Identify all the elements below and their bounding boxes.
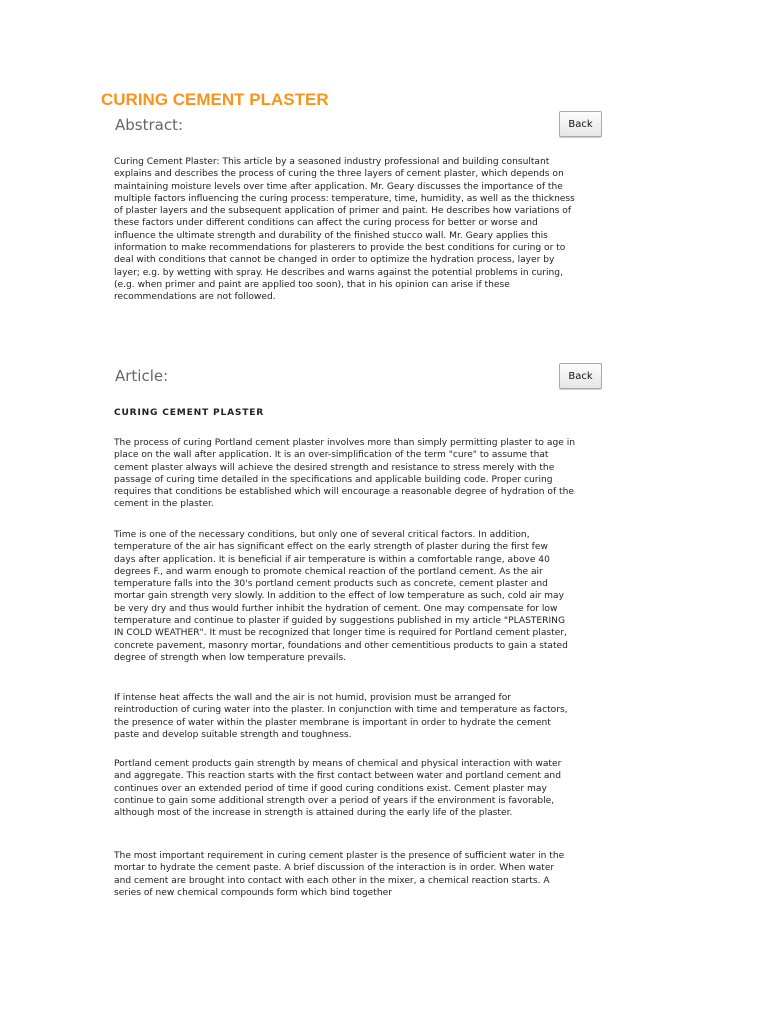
article-paragraph-2: Time is one of the necessary conditions, but only one of several critical factors. In addition, temperature of the air has significant effect on the early strength of plaster during the first few days after application. It is beneficial if air temperature is within a comfortable range, above 40 degrees F., and warm enough to promote chemical reaction of the portland cement. As the air temperature falls into the 30's portland cement products such as concrete, cement plaster and mortar gain strength very slowly. In addition to the effect of low temperature as such, cold air may be very dry and thus would further inhibit the hydration of cement. One may compensate for low temperature and continue to plaster if guided by suggestions published in my article "PLASTERING IN COLD WEATHER". It must be recognized that longer time is required for Portland cement plaster, concrete pavement, masonry mortar, foundations and other cementitious products to gain a stated degree of strength when low temperature prevails. [114,530,568,663]
abstract-back-button[interactable]: Back [559,111,602,137]
page-title: CURING CEMENT PLASTER [101,90,329,109]
article-back-button[interactable]: Back [559,363,602,389]
article-paragraph-3: If intense heat affects the wall and the air is not humid, provision must be arranged for reintroduction of curing water into the plaster. In conjunction with time and temperature as factors, the presence of water within the plaster membrane is important in order to hydrate the cement paste and develop suitable strength and toughness. [114,693,568,740]
article-paragraph-5: The most important requirement in curing cement plaster is the presence of sufficient water in the mortar to hydrate the cement paste. A brief discussion of the interaction is in order. When water and cement are brought into contact with each other in the mixer, a chemical reaction starts. A series of new chemical compounds form which bind together [114,851,565,898]
abstract-text: Curing Cement Plaster: This article by a seasoned industry professional and building consultant explains and describes the process of curing the three layers of cement plaster, which depends on maintaining moisture levels over time after application. Mr. Geary discusses the importance of the multiple factors influencing the curing process: temperature, time, humidity, as well as the thickness of plaster layers and the subsequent application of primer and paint. He describes how variations of these factors under different conditions can affect the curing process for better or worse and influence the ultimate strength and durability of the finished stucco wall. Mr. Geary applies this information to make recommendations for plasterers to provide the best conditions for curing or to deal with conditions that cannot be changed in order to optimize the hydration process, layer by layer; e.g. by wetting with spray. He describes and warns against the potential problems in curing, (e.g. when primer and paint are applied too soon), that in his opinion can arise if these recommendations are not followed. [114,157,575,303]
abstract-heading: Abstract: [115,116,184,134]
article-title: CURING CEMENT PLASTER [114,408,265,418]
article-paragraph-4: Portland cement products gain strength by means of chemical and physical interaction with water and aggregate. This reaction starts with the first contact between water and portland cement and continues over an extended period of time if good curing conditions exist. Cement plaster may continue to gain some additional strength over a period of years if the environment is favorable, although most of the increase in strength is attained during the early life of the plaster. [114,759,562,819]
article-paragraph-1: The process of curing Portland cement plaster involves more than simply permitting plaster to age in place on the wall after application. It is an over-simplification of the term "cure" to assume that cement plaster always will achieve the desired strength and resistance to stress merely with the passage of curing time detailed in the specifications and applicable building code. Proper curing requires that conditions be established which will encourage a reasonable degree of hydration of the cement in the plaster. [114,438,575,510]
article-section-heading: Article: [115,367,169,385]
